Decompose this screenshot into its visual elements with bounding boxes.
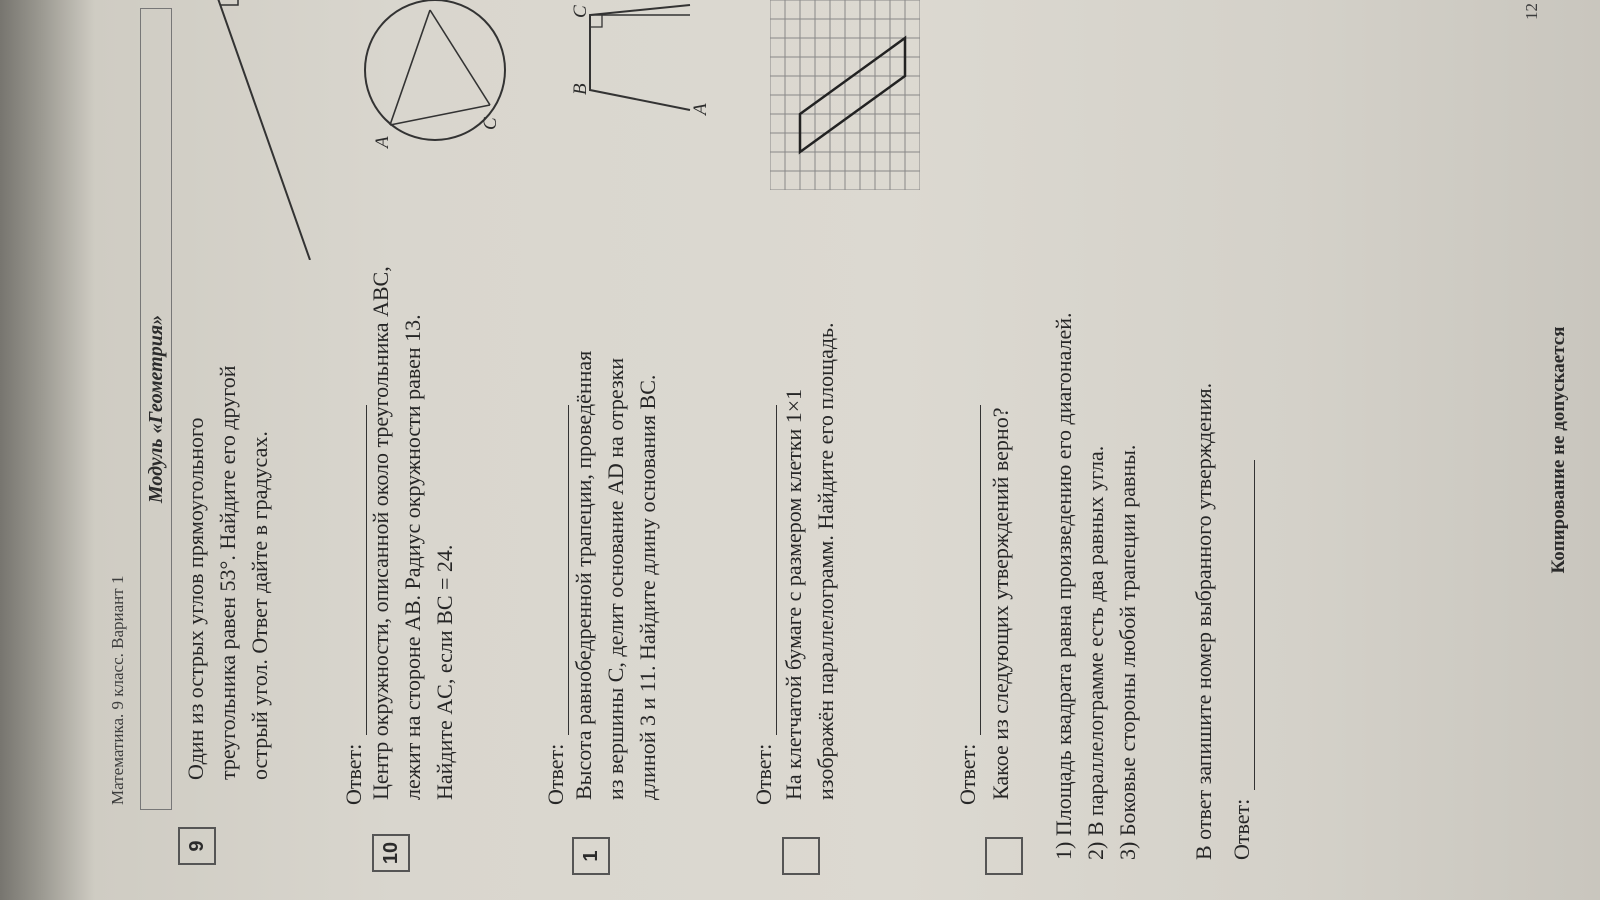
task-10-line: Центр окружности, описанной около треугольника ABC,	[368, 266, 393, 800]
module-title: Модуль «Геометрия»	[140, 8, 172, 810]
answer-label-10: Ответ:	[543, 743, 568, 805]
answer-line-12[interactable]	[980, 405, 981, 735]
task-11-text	[568, 40, 664, 800]
answer-line-13[interactable]	[1254, 460, 1255, 790]
figure-label-c: C	[480, 117, 501, 130]
figure-label-b: B	[570, 83, 591, 95]
task-number-12	[782, 837, 820, 875]
trapezoid-figure	[585, 0, 695, 115]
task-13-question: Какое из следующих утверждений верно?	[988, 407, 1013, 800]
right-triangle-figure	[210, 0, 320, 260]
answer-label-13: Ответ:	[1229, 798, 1254, 860]
task-9-line: треугольника равен 53°. Найдите его другой	[215, 365, 240, 780]
option-item: 2) В параллелограмме есть два равных угла.	[1083, 445, 1108, 860]
answer-line-11[interactable]	[776, 405, 777, 735]
task-11-line: длиной 3 и 11. Найдите длину основания BC.	[635, 374, 660, 800]
task-10-line: Найдите AC, если BC = 24.	[432, 544, 457, 800]
task-10-line: лежит на стороне AB. Радиус окружности равен 13.	[400, 314, 425, 800]
answer-label-12: Ответ:	[955, 743, 980, 805]
option-item: 3) Боковые стороны любой трапеции равны.	[1115, 444, 1140, 860]
task-number-10: 10	[372, 834, 410, 872]
task-11-line: Высота равнобедренной трапеции, проведённая	[571, 350, 596, 800]
task-13-instruction: В ответ запишите номер выбранного утверждения.	[1191, 382, 1216, 860]
answer-label-11: Ответ:	[751, 743, 776, 805]
header-left: Математика. 9 класс. Вариант 1	[108, 575, 127, 805]
figure-label-a: A	[690, 103, 711, 115]
figure-label-a: A	[372, 136, 393, 148]
task-number-13	[985, 837, 1023, 875]
footer-notice: Копирование не допускается	[1548, 326, 1569, 574]
option-item: 1) Площадь квадрата равна произведению его диагоналей.	[1051, 312, 1076, 860]
task-12-line: На клетчатой бумаге с размером клетки 1×1	[781, 388, 806, 800]
task-11-line: из вершины C, делит основание AD на отрезки	[603, 357, 628, 800]
task-9-line: острый угол. Ответ дайте в градусах.	[247, 431, 272, 780]
task-number-11: 1	[572, 837, 610, 875]
page-number: 12	[1522, 3, 1541, 20]
figure-label-c: C	[570, 5, 591, 18]
grid-parallelogram-figure	[770, 0, 920, 190]
task-number-9: 9	[178, 827, 216, 865]
answer-label-9: Ответ:	[341, 743, 366, 805]
task-12-line: изображён параллелограмм. Найдите его площадь.	[813, 322, 838, 800]
task-13-options	[1048, 10, 1144, 860]
task-9-line: Один из острых углов прямоугольного	[183, 417, 208, 780]
